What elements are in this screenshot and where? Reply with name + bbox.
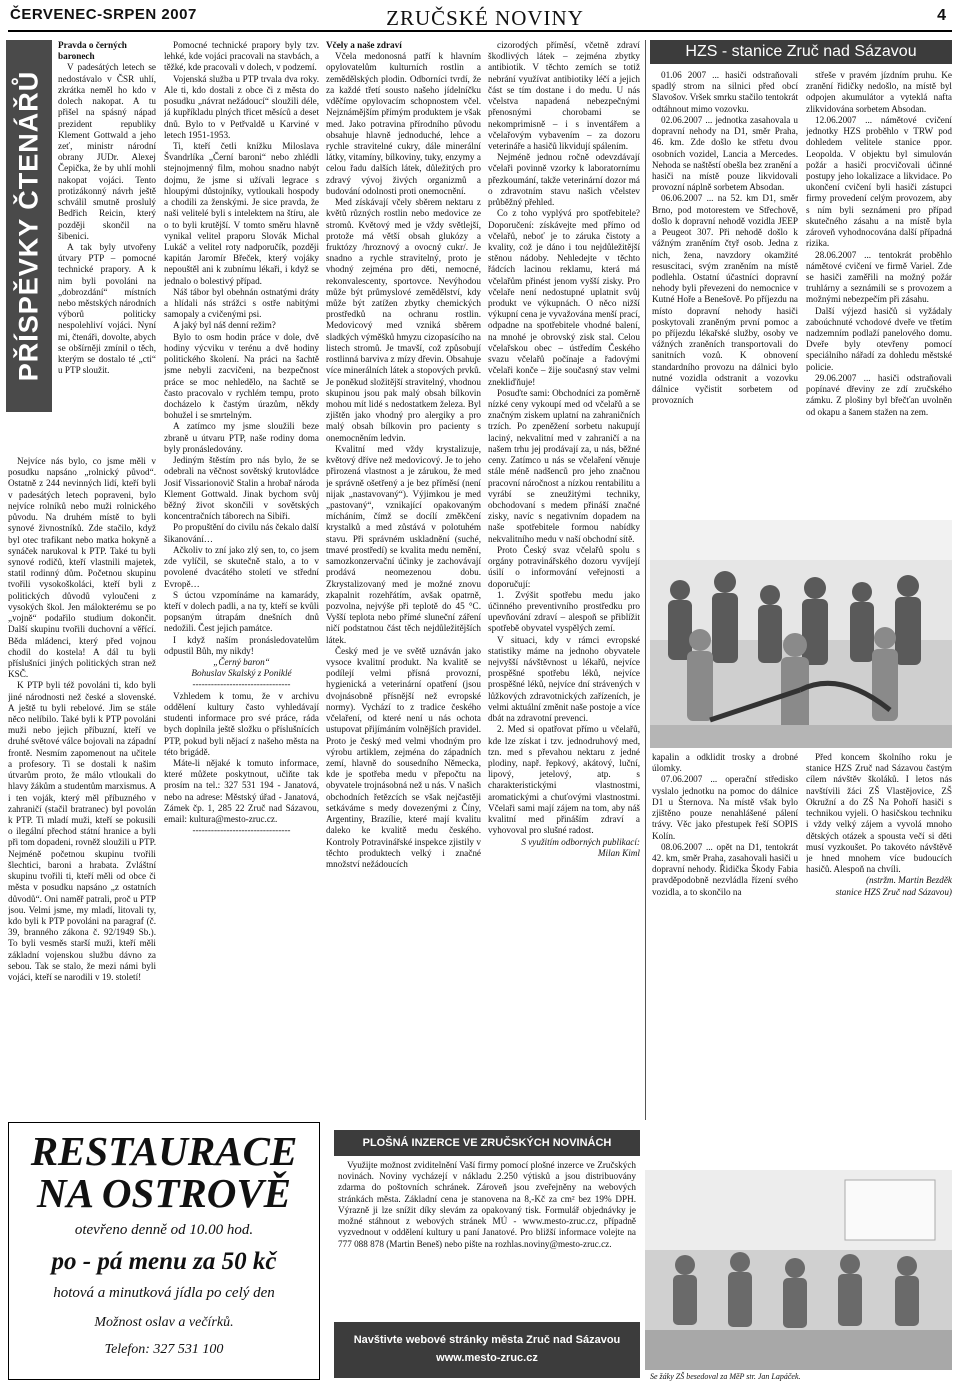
paragraph: 1. Zvýšit spotřebu medu jako účinného preventivního prostředku pro upevňování zdraví – alespoň se přiblížit spotřebě obyvatel vyspělých zemí. — [488, 589, 640, 634]
source-author: Milan Kiml — [597, 847, 640, 858]
source-note: S využitím odborných publikací: — [521, 836, 640, 847]
paragraph: 06.06.2007 ... na 52. km D1, směr Brno, pod motorestem ve Střechově, došlo k dopravní nehodě vozidla JEEP a Peugeot 307. Při nehodě došlo k vážným zraněním čtyř osob. Jedna z nich, žena, navzdory okamžité resuscitaci, svým zraněním na místě podlehla. Ostatní účastníci dopravní nehody byli převezeni do nemocnice v Kutné Hoře a Benešově. Po příjezdu na místo dopravní nehody hasiči poskytovali zraněným první pomoc a po příjezdu lékařské služby, osoby ve vážných zraněních transportovali do sanitních vozů. K obnovení standardního provozu na dálnici bylo nutné vozidla odstranit a vozovku dálnice vyčistit sorbetem od provozních — [652, 193, 798, 406]
hzs-right-top — [806, 70, 952, 518]
fire-hose-children-photo — [650, 520, 952, 748]
paragraph: 08.06.2007 ... opět na D1, tentokrát 42. km, směr Praha, zasahovali hasiči u dopravní nehody. Řidička Škody Fabia pravděpodobně nezvládla řízení svého vozidla, a to skončilo na — [652, 841, 798, 897]
paragraph: Pomocné technické prapory byly tzv. lehké, kde vojáci pracovali na stavbách, a těžké, kde pracovali v dolech, v podzemí. — [164, 40, 319, 73]
signature-name: (nstržm. Martin Bezděk — [866, 875, 952, 886]
ad-celebrations: Možnost oslav a večírků. — [94, 1315, 234, 1331]
hzs-left-top — [652, 70, 798, 518]
paragraph: Posuďte sami: Obchodníci za poměrně nízké ceny vykoupí med od včelařů a se značným ziskem uplatní na zahraničních trzích. Po zpeněžení sorbetu nakupují laciný, nekvalitní med v zahraničí a na našem trhu jej prodávají za, u nás, běžné ceny. Zatímco u nás se včelaření věnuje stále méně nadšenců pro jeho značnou pracovní náročnost a nízkou rentabilitu a vyrábí se zneužitými techniky, obchodovaní s medem přináší značné zisky, navíc s negativním dopadem na naše spotřebitele formou nabídky nekvalitního medu v naší obchodní sítě. — [488, 387, 640, 544]
paragraph: cizorodých příměsí, včetně zdraví škodlivých látek – zejména zbytky antibiotik. V těchto zemích se totiž nebrání využívat antibiotiky léčí a jejich část se tím dostane i do medu. U nás včelstva napadená nebezpečnými přenosnými chorobami se nekomprimisně – i s inventářem a včelařovým vybavením – za dozoru veterináře a hasičů likvidují spálením. — [488, 40, 640, 151]
article-vcely — [326, 40, 481, 1115]
paragraph: Proto Český svaz včelařů spolu s orgány potravinářského dozoru vyvíjejí úsilí o informování veřejnosti a doporučují: — [488, 544, 640, 589]
paragraph: Vojenská služba u PTP trvala dva roky. Ale ti, kdo dostali z obce či z města do posudku „návrat nežádoucí“ sloužili déle, já kupříkladu plných třicet měsíců a deset dnů. Bylo to v Petřvaldě u Karviné v letech 1951-1953. — [164, 73, 319, 140]
paragraph: 02.06.2007 ... jednotka zasahovala u dopravní nehody na D1, směr Praha, 46. km. Zde došlo ke střetu dvou osobních vozidel, Lancia a Mercedes. Nehoda se naštěstí obešla bez zranění a hasiči na místě pouze likvidovali provozní náplně sorbetem Absodan. — [652, 114, 798, 193]
ad-phone: Telefon: 327 531 100 — [104, 1342, 224, 1358]
newspaper-title: ZRUČSKÉ NOVINY — [386, 6, 584, 30]
paragraph: V padesátých letech se nedostávalo v ČSR uhlí, zkrátka neměl ho kdo v dolech nakopat. A tu přišel na spásný nápad prezident republiky Klement Gottwald a jeho zeť, ministr národní obrany JUDr. Alexej Čepička, že by uhlí mohli nakopat vojáci. Tento protizákonný návrh ještě schválil smutně proslulý Bedřich Reicin, který později skončil na šibenici. — [58, 62, 156, 241]
paragraph: I když naším pronásledovatelům odpustil Bůh, my nikdy! — [164, 634, 319, 656]
website-banner — [334, 1322, 640, 1378]
school-visit-photo — [645, 1170, 952, 1370]
paragraph: Nejvíce nás bylo, co jsme měli v posudku napsáno „rolnický původ“. Ostatně z 244 nevinných lidí, kteří byli v padesátých letech popraveni, bylo nejvíce rolníků nebo muži rolnického původu. Na druhém místě to byli synové živnostníků. Zde stačilo, když byl otec trafikant nebo matka hokyně a synáček narukoval k PTP. Také tu byli synové rodičů, kteří vlastnili majetek, statil rodinný dům. Početnou skupinu tvořili vysokoškoláci, kteří byli z politických důvodů vyloučeni z vysokých škol. Jen málokterému se po „vojně“ podařilo studium dokončit. Další skupinu tvořili duchovní a věřící. Běda mládenci, který před vojnou chodil do kostela! A dál tu byli příslušníci jiných politických stran než KSČ. — [8, 456, 156, 680]
advertising-text: Využijte možnost zviditelnění Vaší firmy pomocí plošné inzerce ve Zručských novinách. Noviny vycházejí v nákladu 2.250 výtisků a jsou distribuovány zdarma do poštovních schránek. Zároveň jsou zveřejněny na webových stránkách města. Základní cena je stanovena na 8,-Kč za cm² bez 19% DPH. Výrazně ji lze snížit díky slevám za opakovaný tisk. Formulář objednávky je možné stáhnout z webových stránek MÚ - www.mesto-zruc.cz, případně vyzvednout v oddělení kultury u paní Janatové. Pro bližší informace volejte na 777 088 878 (Martin Beneš) nebo pište na rozhlas.noviny@mesto-zruc.cz. — [338, 1160, 636, 1249]
paragraph: Další výjezd hasičů si vyžádaly zaboúchnuté vchodové dveře ve třetím nadzemním podlaží panelového domu. Dveře byly otevřeny pomocí speciálního nářadí za dohledu městské policie. — [806, 305, 952, 372]
hzs-section-title: HZS - stanice Zruč nad Sázavou — [650, 40, 952, 64]
page-number: 4 — [937, 7, 946, 24]
ad-title-line2: NA OSTROVĚ — [36, 1170, 292, 1216]
paragraph: Ačkoliv to zní jako zlý sen, to, co jsem zde vylíčil, se skutečně stalo, a to v povolené dvacátého století ve střední Evropě… — [164, 544, 319, 589]
restaurant-ad — [8, 1122, 320, 1380]
paragraph: Kvalitní med vždy krystalizuje, květový dříve než medovicový. Je to jeho přirozená vlastnost a je zárukou, že med je správně ošetřený a je bez příměsí (není nijak „nastavovaný“). Výjimkou je med „pastovaný“, vznikající opakovaným mícháním, čímž se docílí změkčení krystalků a med zůstává v polotuhém stavu. Při správném uskladnění (suché, tmavé prostředí) se kvalita medu nemění, samozkonzervační účinky je zachovávají prodává neomezenou dobu. Zkrystalizovaný med je možné znovu zkapalnit rozehřátím, avšak opatrně, pozvolna, nejvýše při teplotě do 45 °C. Vyšší teplota nebo přímé sluneční záření ničí podstatnou část těch nejdůležitějších látek. — [326, 443, 481, 645]
paragraph: Ti, kteří četli knížku Miloslava Švandrlíka „Černí baroni“ nebo zhlédli stejnojmenný film, mohou snadno nabýt dojmu, že jsme si užívali legrace s hloupými důstojníky, vytloukali hospody a chodili za ženskými. Je sice pravda, že naši velitelé byli s intelektem na štíru, ale o to byli krutější. V tomto směru hlavně vynikal velitel praporu Slovák Michal Lukáč a velitel roty nadporučík, později kapitán Jaromír Břeček, který vojáky nepouštěl ani k zubnímu lékaři, i když se jednalo o bolestivý případ. — [164, 140, 319, 286]
website-invite: Navštivte webové stránky města Zruč nad Sázavou — [353, 1334, 621, 1346]
paragraph: A tak byly utvořeny útvary PTP – pomocné technické prapory. A k nim byli povoláni na „dobrozdání“ místních nebo městských národních výborů politicky nespolehliví vojáci. Nyní mi, čtenáři, dovolte, abych se obšírněji zmínil o těch, kterým se dostalo té „cti“ u PTP sloužit. — [58, 241, 156, 376]
photo-caption: Se žáky ZŠ besedoval za MěP str. Jan Lapáček. — [650, 1372, 801, 1381]
ad-meals: hotová a minutková jídla po celý den — [53, 1284, 275, 1301]
paragraph: Máte-li nějaké k tomuto informace, které můžete poskytnout, učiňte tak prosím na tel.: 327 531 194 - Janatová, nebo na adrese: Městský úřad - Janatová, Zámek čp. 1, 285 22 Zruč nad Sázavou, email: kultura@mesto-zruc.cz. — [164, 758, 319, 825]
hzs-left-bottom — [652, 752, 798, 1052]
article-vcely-continued — [488, 40, 640, 1115]
ad-title-line1: RESTAURACE — [30, 1128, 298, 1174]
paragraph: kapalin a odklidit trosky a drobné úlomky. — [652, 752, 798, 774]
paragraph: Med získávají včely sběrem nektaru z květů různých rostlin nebo medovice ze stromů. Květový med je vždy světlejší, protože má větší obsah glukózy a fruktózy /hroznový a ovocný cukr/. Je snadno a rychle stravitelný, proto je vhodný zejména pro děti, nemocné, rekonvalescenty, sportovce. Nevýhodou může být průmyslové zemědělství, kdy může být zatížen zbytky chemických prostředků na ochranu rostlin. Medovicový med vzniká sběrem sladkých výměšků hmyzu cizopasícího na listech stromů. Je tmavší, což způsobují rostlinná barviva z mízy dřevin. Obsahuje více minerálních látek a stopových prvků. Je poněkud složitější stravitelný, vhodnou skupinou jsou pak malý obsah bílkovin mohou mít lidé s nedostatkem železa. Byl zjištěn jako vhodný pro alergiky a pro malý obsah bílkovin pro pacienty s onemocněním ledvin. — [326, 197, 481, 443]
paragraph: Vzhledem k tomu, že v archivu oddělení kultury často vyhledávají studenti informace pro své práce, ráda bych doplnila ještě složku o příslušnících PTP, pokud byli nějací z našeho města na této brigádě. — [164, 690, 319, 757]
paragraph: 29.06.2007 ... hasiči odstraňovali popínavé dřeviny ze zdí zručského zámku. Z plošiny byl břečťan uvolněn od okapu a šanem stažen na zem. — [806, 372, 952, 417]
paragraph: Co z toho vyplývá pro spotřebitele? Doporučení: získávejte med přímo od včelařů, neboť je to záruka čistoty a kvality, což je dáno i tou nejdůležitější stěnou nádoby. Nehledejte v těchto řádcích lacinou reklamu, která má včelařům přinést jenom vyšší zisky. Pro včelaře není nedostupné uplatnit svůj produkt ve výkupnách. O něco nižší výkupní cena je vyvažována menší prací, odpadne na spotřebitele vhodné balení, na mnohé je obrovský zisk stal. Celou včelařskou obec – ústředím Českého svazu včelařů počínaje a řadovými včelaři konče – žije současný stav velmi znekliďňuje! — [488, 208, 640, 387]
paragraph: Po propuštění do civilu nás čekalo další šikanování… — [164, 522, 319, 544]
signature-station: stanice HZS Zruč nad Sázavou) — [835, 886, 952, 897]
section-label: PŘÍSPĚVKY ČTENÁŘŮ — [13, 70, 44, 382]
article-pravda-top — [58, 40, 156, 450]
ad-opening-hours: otevřeno denně od 10.00 hod. — [74, 1222, 254, 1239]
paragraph: Jediným štěstím pro nás bylo, že se odebrali na věčnost sovětský krutovládce Josif Vissarionovič Stalin a hrobař národa Klement Gottwald. Jinak bychom svůj běžný život skončili v sovětských koncentračních táborech na Sibiři. — [164, 455, 319, 522]
paragraph: Náš tábor byl obehnán ostnatými dráty a hlídali nás strážci s ostře nabitými samopaly a cvičenými psi. — [164, 286, 319, 320]
paragraph: střeše v pravém jízdním pruhu. Ke zranění řidičky nedošlo, na místě byl odpojen akumulátor a vyteklá nafta zlikvidována sorbetem Absodan. — [806, 70, 952, 114]
paragraph: 01.06 2007 ... hasiči odstraňovali spadlý strom na silnici před obcí Slavošov. Vršek smrku stačilo tentokrát odtáhnout mimo vozovku. — [652, 70, 798, 114]
divider: -------------------------------- — [192, 825, 291, 836]
website-url[interactable]: www.mesto-zruc.cz — [436, 1351, 538, 1364]
paragraph: 28.06.2007 ... tentokrát proběhlo námětové cvičení ve firmě Variel. Zde se hasiči zaměřili na možný požár truhlárny a seznámili se s provozem a možnými nebezpečím při zásahu. — [806, 249, 952, 305]
article-title: Včely a naše zdraví — [326, 40, 402, 50]
signature-author: Bohuslav Skalský z Poniklé — [191, 668, 292, 679]
paragraph: K PTP byli též povoláni ti, kdo byli jiné národnosti než české a slovenské. A ještě tu byli rebelové. Jim se stále něco nelíbilo. Také byli k PTP povoláni muži nebo jejich příbuzní, kteří ve druhé světové válce bojovali na západní frontě. Nesmím zapomenout na učitele a profesory. Ti se dostali k našim útvarům proto, že málo vtloukali do hlavy žákům a studentům marxismus. A i ten voják, který měl příbuzného v zahraničí (stačil bratranec) byl povolán k PTP. Ti mladí muži, kteří se pokusili o ilegální přechod státní hranice a byli při tom dopadeni, rovněž sloužili u PTP. Nejméně početnou skupinu tvořili šlechtici, baroni a hrabata. Zvláštní skupinu tvořili ti, kteří měli od obce či města v posudku napsáno „z ostatních důvodů“. Oni naměř patrali, proč u PTP jsou. Velmi jsme, my mladí, litovali ty, kdo byli k PTP povoláni na paragraf (č. 39, branného zákona č. 92/1949 Sb.). To byli vesměs starší muži, kteří měli základní vojenskou službu dávno za sebou. Tak se stalo, že mezi námi byli vojáci, kteří se narodili v 19. století! — [8, 680, 156, 983]
paragraph: 07.06.2007 ... operační středisko vyslalo jednotku na pomoc do dálnice D1 u Šternova. Na místě však bylo zjištěno pouze nenahlášené pálení trávy. Věc jako přestupek řeší SOPIS Kolín. — [652, 774, 798, 841]
article-pravda-bottom — [8, 456, 156, 1116]
issue-date: ČERVENEC-SRPEN 2007 — [10, 6, 197, 23]
column-divider — [645, 40, 646, 1120]
article-title: Pravda o černých baronech — [58, 40, 127, 62]
paragraph: Nejméně jednou ročně odevzdávají včelaři povinně vzorky k laboratornímu přezkoumání, takže veterinární dozor má o zdravotním stavu našich včelstev průběžný přehled. — [488, 152, 640, 208]
paragraph: A jaký byl náš denní režim? — [173, 320, 276, 331]
advertising-title: PLOŠNÁ INZERCE VE ZRUČSKÝCH NOVINÁCH — [334, 1130, 640, 1156]
section-label-box — [6, 40, 52, 412]
paragraph: Český med je ve světě uznáván jako vysoce kvalitní produkt. Na kvalitě se podílejí velmi přísná provozní, hygienická a veterinární opatření (jsou dvojnásobně přísnější než evropské normy). Vychází to z tradice českého včelaření, od které není u nás ochota ustupovat přijímáním volnějších pravidel. Proto je český med velmi vhodným pro výrobu artiklem, zejména do západních zemí, hlavně do sousedního Německa, kde je spotřeba medu v přepočtu na obyvatele trojnásobná než u nás. V našich obchodních řetězcích se však nejčastěji setkáváme s medy dovezenými z Číny, Argentiny, Brazílie, které mají kvalitu daleko ke kvalitě medu českého. Kontroly Potravinářské inspekce zjistily v těchto produktech velký i značné množství nežádoucích — [326, 645, 481, 869]
ad-menu-price: po - pá menu za 50 kč — [51, 1248, 277, 1276]
header-rule — [8, 30, 952, 32]
paragraph: V situaci, kdy v rámci evropské statistiky máme na jednoho obyvatele nejvyšší návštěvnost u lékařů, nejvíce prospěšné spotřebu léků, nejvíce prospěšné léků, nejvíce dní strávených v lůžkových zdravotnických zařízeních, je velmi aktuální změnit naše postoje a více dbát na zdravotní prevenci. — [488, 634, 640, 724]
paragraph: Bylo to osm hodin práce v dole, dvě hodiny výcviku v terénu a dvě hodiny politického školení. Na práci na šachtě jsme nebyli zacvičeni, na bezpečnost práce se moc nehledělo, na šachtě se často pracovalo v rychlém tempu, proto docházelo k častým úrazům, někdy bohužel i se smrtelným. — [164, 331, 319, 421]
paragraph: 2. Med si opatřovat přímo u včelařů, kde lze získat i tzv. jednodruhový med, tzn. med s převahou nektaru z jedné plodiny, např. řepkový, akátový, luční, lipový, jetelový, atp. s charakteristickými vlastnostmi, aromatickými a chuťovými vlastnostmi. Včelaři sami mají zájem na tom, aby náš kvalitní med přináším zdraví a vyhovoval pro slušné radost. — [488, 724, 640, 836]
paragraph: Včela medonosná patří k hlavním opylovatelům kulturních rostlin a zemědělských plodin. Odborníci tvrdí, že za každé třetí sousto našeho jídelníčku vděčíme opylovacím schopnostem včel. Nejznámějším přímým produktem je však med. Jako potravina přírodního původu obsahuje hlavně jednoduché, lehce a rychle stravitelné cukry, dále minerální látky, vitamíny, bílkoviny, tuky, enzymy a celou řadu dalších látek, důležitých pro zdravý vývoj živých organizmů a budování odolnosti proti onemocnění. — [326, 51, 481, 196]
paragraph: S úctou vzpomínáme na kamarády, kteří v dolech padli, a na ty, kteří se kvůli popsaným útrapám dnešních dnů nedožili. Čest jejich památce. — [164, 589, 319, 634]
divider: -------------------------------- — [192, 679, 291, 690]
photo-illustration — [650, 520, 952, 748]
signature-name: „Černý baron“ — [213, 657, 270, 668]
paragraph: 12.06.2007 ... námětové cvičení jednotky HZS proběhlo v TRW pod dohledem velitele stanice ppor. Leopolda. V objektu byl simulován požár a hasiči procvičovali účinné postupy jeho lokalizace a likvidace. Po ukončení cvičení byli hasiči zástupci firmy provedení celým provozem, aby s ním byli seznámeni pro případ skutečného zásahu a na místě byla zároveň vyhodnocována další případná rizika. — [806, 114, 952, 249]
hzs-right-bottom — [806, 752, 952, 1052]
paragraph: Před koncem školního roku je stanice HZS Zruč nad Sázavou častým cílem návštěv školáků. I letos nás navštívili žáci ZŠ Vlastějovice, ZŠ Okružní a do ZŠ Na Pohoří hasiči s technikou vyjeli. O hasičskou techniku i vždy velký zájem a vyvolá mnoho dětských otázek a spousta večí si děti musí vyzkoušet. Po takovéto návštěvě je hned mnohem více budoucích hasičů. Alespoň na chvíli. — [806, 752, 952, 875]
photo-illustration — [645, 1170, 952, 1370]
article-pravda-continued — [164, 40, 319, 1115]
paragraph: A zatímco my jsme sloužili beze zbraně u útvaru PTP, naše rodiny doma byly pronásledovány. — [164, 421, 319, 454]
